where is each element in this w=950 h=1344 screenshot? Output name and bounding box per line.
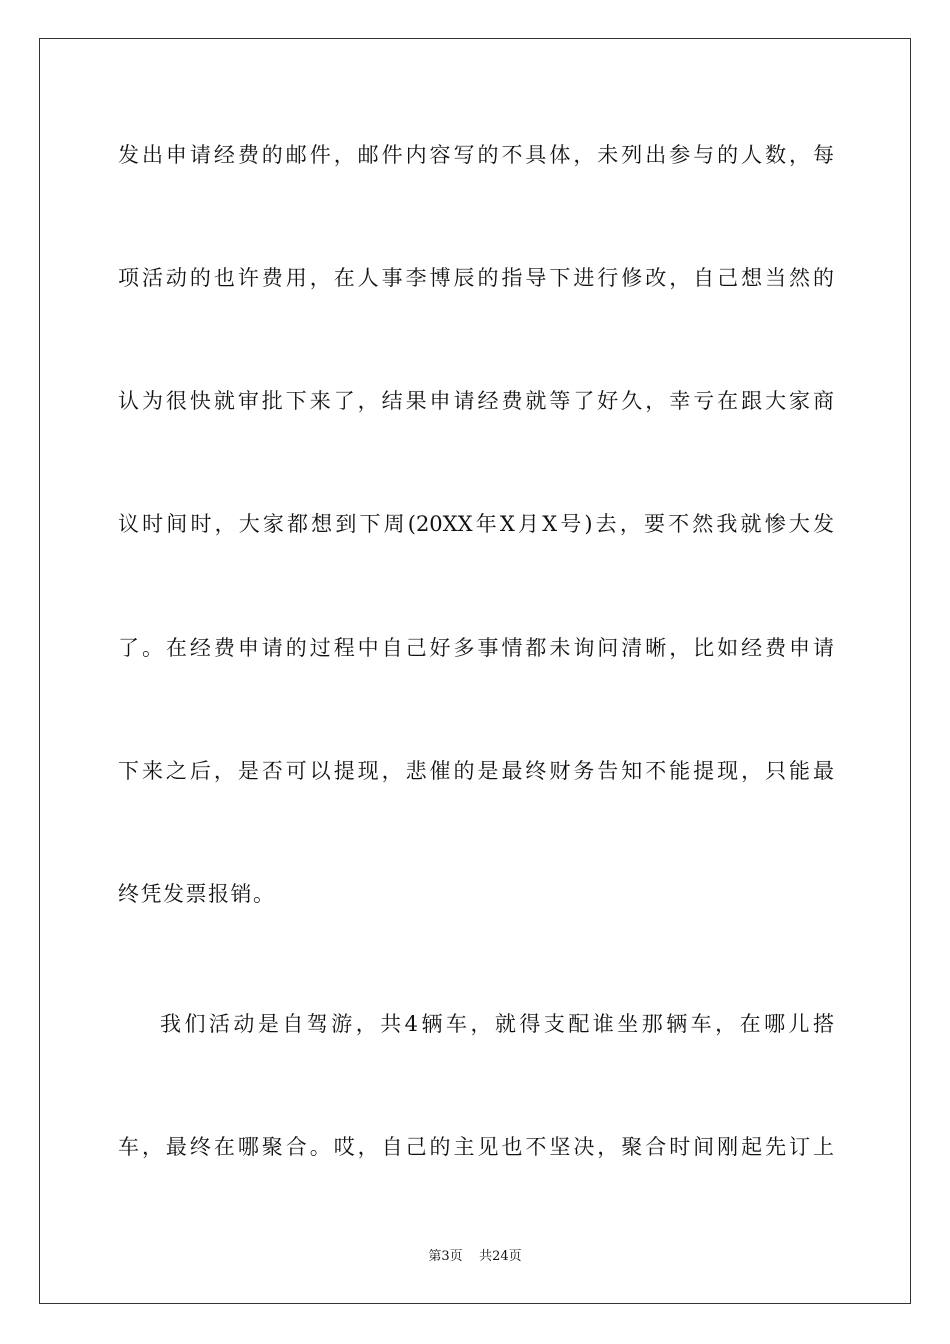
text-line-8: 我们活动是自驾游，共4辆车，就得支配谁坐那辆车，在哪儿搭 [160,1012,834,1036]
text-line-5: 了。在经费申请的过程中自己好多事情都未询问清晰，比如经费申请 [118,636,834,660]
page-number: 第3页 [428,1249,463,1264]
page-footer [0,1248,950,1266]
text-line-4: 议时间时，大家都想到下周(20XX年X月X号)去，要不然我就惨大发 [118,512,834,536]
page-border [39,38,911,1304]
text-line-1: 发出申请经费的邮件，邮件内容写的不具体，未列出参与的人数，每 [118,143,834,167]
page-total: 共24页 [479,1249,522,1264]
text-line-6: 下来之后，是否可以提现，悲催的是最终财务告知不能提现，只能最 [118,759,834,783]
text-line-7: 终凭发票报销。 [118,882,276,906]
text-line-2: 项活动的也许费用，在人事李博辰的指导下进行修改，自己想当然的 [118,266,834,290]
text-line-3: 认为很快就审批下来了，结果申请经费就等了好久，幸亏在跟大家商 [118,389,834,413]
text-line-9: 车，最终在哪聚合。哎，自己的主见也不坚决，聚合时间刚起先订上 [118,1135,834,1159]
